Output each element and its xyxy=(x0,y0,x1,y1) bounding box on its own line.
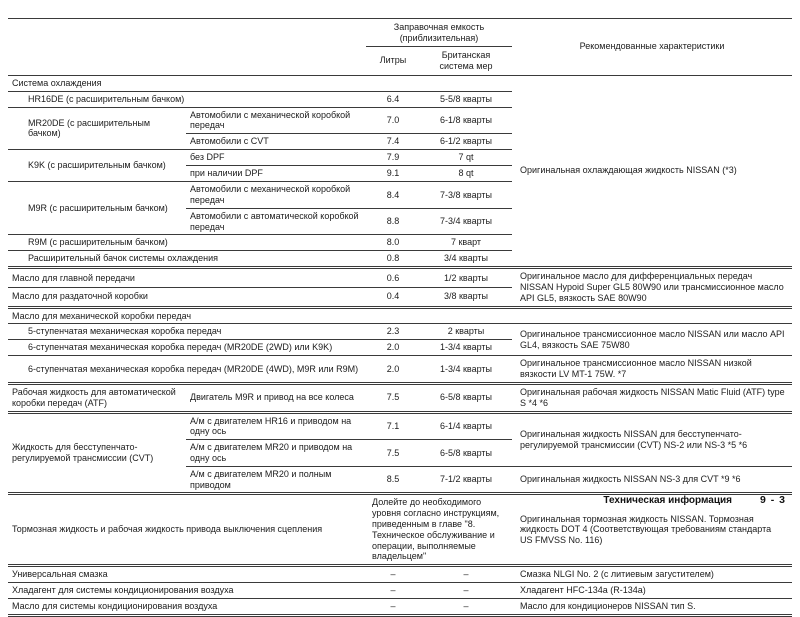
liters-cell: – xyxy=(366,598,420,615)
imperial-cell: 7 кварт xyxy=(420,235,512,251)
row-label-cell: Жидкость для бесступенчато-регулируемой трансмиссии (CVT) xyxy=(8,412,186,494)
liters-cell: 0.8 xyxy=(366,251,420,268)
imperial-cell: 7-3/8 кварты xyxy=(420,182,512,209)
recommendation-cell: Оригинальная охлаждающая жидкость NISSAN (*3) xyxy=(512,75,792,268)
row-label-cell: Расширительный бачок системы охлаждения xyxy=(8,251,366,268)
liters-cell: 7.5 xyxy=(366,440,420,467)
recommendation-cell: Хладагент HFC-134a (R-134a) xyxy=(512,582,792,598)
recommendation-empty-cell xyxy=(512,307,792,324)
variant-cell: Автомобили с механической коробкой передач xyxy=(186,182,366,209)
liters-cell: 9.1 xyxy=(366,166,420,182)
row-label-cell: R9M (с расширительным бачком) xyxy=(8,235,366,251)
imperial-cell: 3/8 кварты xyxy=(420,287,512,307)
table-row xyxy=(8,566,792,583)
row-label-cell: Масло для главной передачи xyxy=(8,268,366,288)
recommendation-cell: Оригинальная рабочая жидкость NISSAN Matic Fluid (ATF) type S *4 *6 xyxy=(512,383,792,412)
liters-cell: 8.5 xyxy=(366,466,420,494)
imperial-cell: – xyxy=(420,582,512,598)
page-footer xyxy=(603,494,786,506)
header-empty-cell xyxy=(8,19,366,76)
table-row xyxy=(8,268,792,288)
recommendation-cell: Оригинальная жидкость NISSAN NS-3 для CVT *9 *6 xyxy=(512,466,792,494)
imperial-cell: – xyxy=(420,566,512,583)
imperial-header-line2: система мер xyxy=(439,60,493,71)
variant-cell: А/м с двигателем MR20 и полным приводом xyxy=(186,466,366,494)
row-label-cell: Тормозная жидкость и рабочая жидкость привода выключения сцепления xyxy=(8,494,366,566)
row-label-cell: 5-ступенчатая механическая коробка передач xyxy=(8,324,366,340)
table-row xyxy=(8,598,792,615)
recommendation-cell: Масло для кондиционеров NISSAN тип S. xyxy=(512,598,792,615)
liters-cell: 8.4 xyxy=(366,182,420,209)
variant-cell: Автомобили с автоматической коробкой передач xyxy=(186,208,366,235)
imperial-cell: 6-5/8 кварты xyxy=(420,383,512,412)
liters-cell: 7.4 xyxy=(366,134,420,150)
liters-cell: 0.6 xyxy=(366,268,420,288)
variant-cell: при наличии DPF xyxy=(186,166,366,182)
imperial-cell: 7-3/4 кварты xyxy=(420,208,512,235)
recommendations-header-cell: Рекомендованные характеристики xyxy=(512,19,792,76)
manual-page xyxy=(8,18,792,617)
liters-cell: 7.5 xyxy=(366,383,420,412)
table-row xyxy=(8,383,792,412)
table-row xyxy=(8,324,792,340)
imperial-cell: 1-3/4 кварты xyxy=(420,340,512,356)
liters-header-cell: Литры xyxy=(366,46,420,75)
liters-cell: 2.3 xyxy=(366,324,420,340)
capacity-title-line2: (приблизительная) xyxy=(399,32,479,43)
liters-cell: – xyxy=(366,582,420,598)
row-label-cell: Универсальная смазка xyxy=(8,566,366,583)
imperial-cell: 3/4 кварты xyxy=(420,251,512,268)
row-label-cell: Рабочая жидкость для автоматической коробки передач (ATF) xyxy=(8,383,186,412)
section-row-manual-transmission xyxy=(8,307,792,324)
liters-cell: 0.4 xyxy=(366,287,420,307)
table-row xyxy=(8,356,792,384)
variant-cell: А/м с двигателем MR20 и приводом на одну ось xyxy=(186,440,366,467)
row-label-cell: Масло для системы кондиционирования воздуха xyxy=(8,598,366,615)
variant-cell: Автомобили с механической коробкой передач xyxy=(186,107,366,134)
row-label-cell: 6-ступенчатая механическая коробка передач (MR20DE (4WD), M9R или R9M) xyxy=(8,356,366,384)
imperial-header-cell xyxy=(420,46,512,75)
imperial-cell: 7 qt xyxy=(420,150,512,166)
section-row-cooling xyxy=(8,75,792,91)
variant-cell: Автомобили с CVT xyxy=(186,134,366,150)
footer-section-title: Техническая информация xyxy=(603,495,732,506)
imperial-cell: 7-1/2 кварты xyxy=(420,466,512,494)
imperial-cell: 2 кварты xyxy=(420,324,512,340)
liters-cell: 8.8 xyxy=(366,208,420,235)
row-label-cell: K9K (с расширительным бачком) xyxy=(8,150,186,182)
capacity-title-line1: Заправочная емкость xyxy=(393,22,485,32)
row-label-cell: 6-ступенчатая механическая коробка передач (MR20DE (2WD) или K9K) xyxy=(8,340,366,356)
liters-cell: 8.0 xyxy=(366,235,420,251)
imperial-cell: 5-5/8 кварты xyxy=(420,91,512,107)
header-row-capacity xyxy=(8,19,792,47)
fluid-capacity-table xyxy=(8,18,792,617)
imperial-cell: 6-1/8 кварты xyxy=(420,107,512,134)
imperial-cell: 6-1/2 кварты xyxy=(420,134,512,150)
variant-cell: А/м с двигателем HR16 и приводом на одну ось xyxy=(186,412,366,440)
liters-cell: 7.1 xyxy=(366,412,420,440)
variant-cell: без DPF xyxy=(186,150,366,166)
recommendation-cell: Оригинальная тормозная жидкость NISSAN. Тормозная жидкость DOT 4 (Соответствующая требованиям стандарта US FMVSS No. 116) xyxy=(512,494,792,566)
row-label-cell: HR16DE (с расширительным бачком) xyxy=(8,91,366,107)
row-label-cell: Хладагент для системы кондиционирования воздуха xyxy=(8,582,366,598)
table-row xyxy=(8,582,792,598)
recommendation-cell: Оригинальное масло для дифференциальных передач NISSAN Hypoid Super GL5 80W90 или трансмиссионное масло API GL5, вязкость SAE 80W90 xyxy=(512,268,792,307)
imperial-cell: 6-5/8 кварты xyxy=(420,440,512,467)
variant-cell: Двигатель M9R и привод на все колеса xyxy=(186,383,366,412)
liters-cell: 7.0 xyxy=(366,107,420,134)
liters-cell: 7.9 xyxy=(366,150,420,166)
capacity-header-cell xyxy=(366,19,512,47)
footer-page-number: 9 - 3 xyxy=(759,494,786,506)
liters-cell: 2.0 xyxy=(366,356,420,384)
recommendation-cell: Оригинальная жидкость NISSAN для бесступенчато-регулируемой трансмиссии (CVT) NS-2 или NS-3 *5 *6 xyxy=(512,412,792,466)
imperial-cell: – xyxy=(420,598,512,615)
imperial-cell: 1/2 кварты xyxy=(420,268,512,288)
liters-cell: 6.4 xyxy=(366,91,420,107)
liters-cell: 2.0 xyxy=(366,340,420,356)
imperial-cell: 1-3/4 кварты xyxy=(420,356,512,384)
imperial-cell: 6-1/4 кварты xyxy=(420,412,512,440)
row-label-cell: M9R (с расширительным бачком) xyxy=(8,182,186,235)
section-header-cell: Масло для механической коробки передач xyxy=(8,307,512,324)
liters-cell: – xyxy=(366,566,420,583)
section-header-cell: Система охлаждения xyxy=(8,75,512,91)
recommendation-cell: Смазка NLGI No. 2 (с литиевым загустителем) xyxy=(512,566,792,583)
row-label-cell: Масло для раздаточной коробки xyxy=(8,287,366,307)
recommendation-cell: Оригинальное трансмиссионное масло NISSAN низкой вязкости LV MT-1 75W. *7 xyxy=(512,356,792,384)
imperial-header-line1: Британская xyxy=(441,49,491,60)
row-label-cell: MR20DE (с расширительным бачком) xyxy=(8,107,186,150)
table-row xyxy=(8,412,792,440)
recommendation-cell: Оригинальное трансмиссионное масло NISSAN или масло API GL4, вязкость SAE 75W80 xyxy=(512,324,792,356)
fill-level-note-cell: Долейте до необходимого уровня согласно инструкциям, приведенным в главе "8. Техническое обслуживание и операции, выполняемые владельцем" xyxy=(366,494,512,566)
imperial-cell: 8 qt xyxy=(420,166,512,182)
